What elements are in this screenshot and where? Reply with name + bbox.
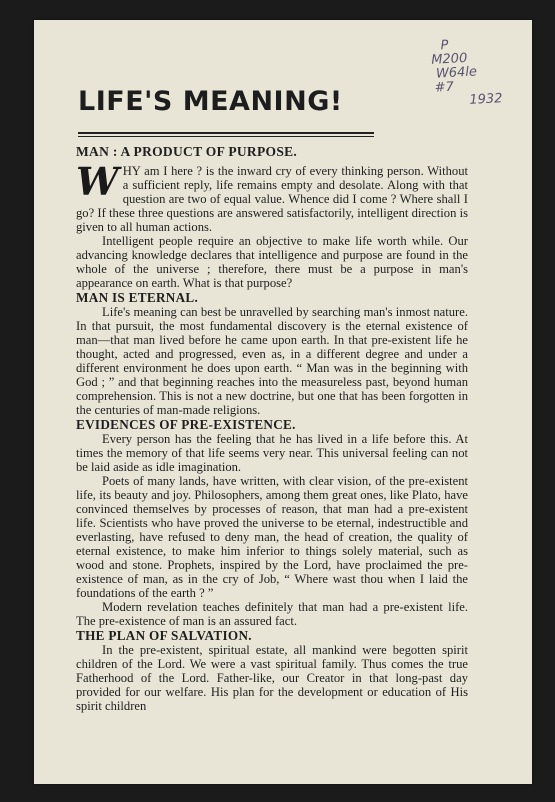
note-line: P bbox=[440, 37, 449, 54]
note-line: M200 bbox=[430, 50, 468, 68]
paragraph: Modern revelation teaches definitely that man had a pre-existent life. The pre-existence of man is an assured fact. bbox=[76, 600, 468, 628]
section-heading: EVIDENCES OF PRE-EXISTENCE. bbox=[76, 417, 296, 432]
paragraph: Poets of many lands, have written, with clear vision, of the pre-existent life, its beauty and joy. Philosophers, among them great ones, like Plato, have convinced themselves by processes of reason, that man had a pre-existent life. Scientists who have proved the universe to be eternal, indestructible and everlasting, have refused to deny man, the head of creation, the quality of eternal existence, to make him inferior to things solely material, such as wood and stone. Prophets, inspired by the Lord, have proclaimed the pre-existence of man, as in the cry of Job, “ Where wast thou when I laid the foundations of the earth ? ” bbox=[76, 474, 468, 600]
note-line: 1932 bbox=[469, 91, 503, 108]
paragraph: In the pre-existent, spiritual estate, all mankind were begotten spirit children of the Lord. We were a vast spiritual family. Thus comes the true Fatherhood of the Lord. Father-like, our Creator in that long-past day provided for our welfare. His plan for the development or education of His spirit children bbox=[76, 643, 468, 713]
paragraph bbox=[76, 159, 468, 234]
note-line: W64le bbox=[435, 64, 478, 82]
section-heading: MAN IS ETERNAL. bbox=[76, 290, 199, 305]
paragraph: Intelligent people require an objective to make life worth while. Our advancing knowledge declares that intelligence and purpose are found in the whole of the universe ; therefore, there must be a purpose in man's appearance on earth. What is that purpose? bbox=[76, 234, 468, 290]
paragraph-text: HY am I here ? is the inward cry of every thinking person. Without a sufficient reply, life remains empty and desolate. Along with that question are two of equal value. Whence did I come ? Where shall I go? If these three questions are answered satisfactorily, intelligent direction is given to all human actions. bbox=[76, 164, 468, 234]
article-body bbox=[76, 144, 468, 713]
paragraph: Every person has the feeling that he has lived in a life before this. At times the memory of that life seems very near. This universal feeling can not be laid aside as idle imagination. bbox=[76, 432, 468, 474]
section-heading: MAN : A PRODUCT OF PURPOSE. bbox=[76, 144, 298, 159]
note-line: #7 bbox=[434, 79, 455, 96]
paragraph: Life's meaning can best be unravelled by searching man's inmost nature. In that pursuit, the most fundamental discovery is the eternal existence of man—that man lived before he came upon earth. In that pre-existent life he thought, acted and progressed, even as, in a different degree and under a different environment he does upon earth. “ Man was in the beginning with God ; ” and that beginning reaches into the measureless past, beyond human comprehension. This is not a new doctrine, but one that has been forgotten in the centuries of man-made religions. bbox=[76, 305, 468, 417]
handwritten-catalog-note bbox=[430, 36, 503, 110]
document-page bbox=[34, 20, 532, 784]
section-heading: THE PLAN OF SALVATION. bbox=[76, 628, 252, 643]
page-title: LIFE'S MEANING! bbox=[78, 86, 343, 117]
drop-cap: W bbox=[76, 159, 119, 204]
title-underline bbox=[78, 132, 374, 137]
